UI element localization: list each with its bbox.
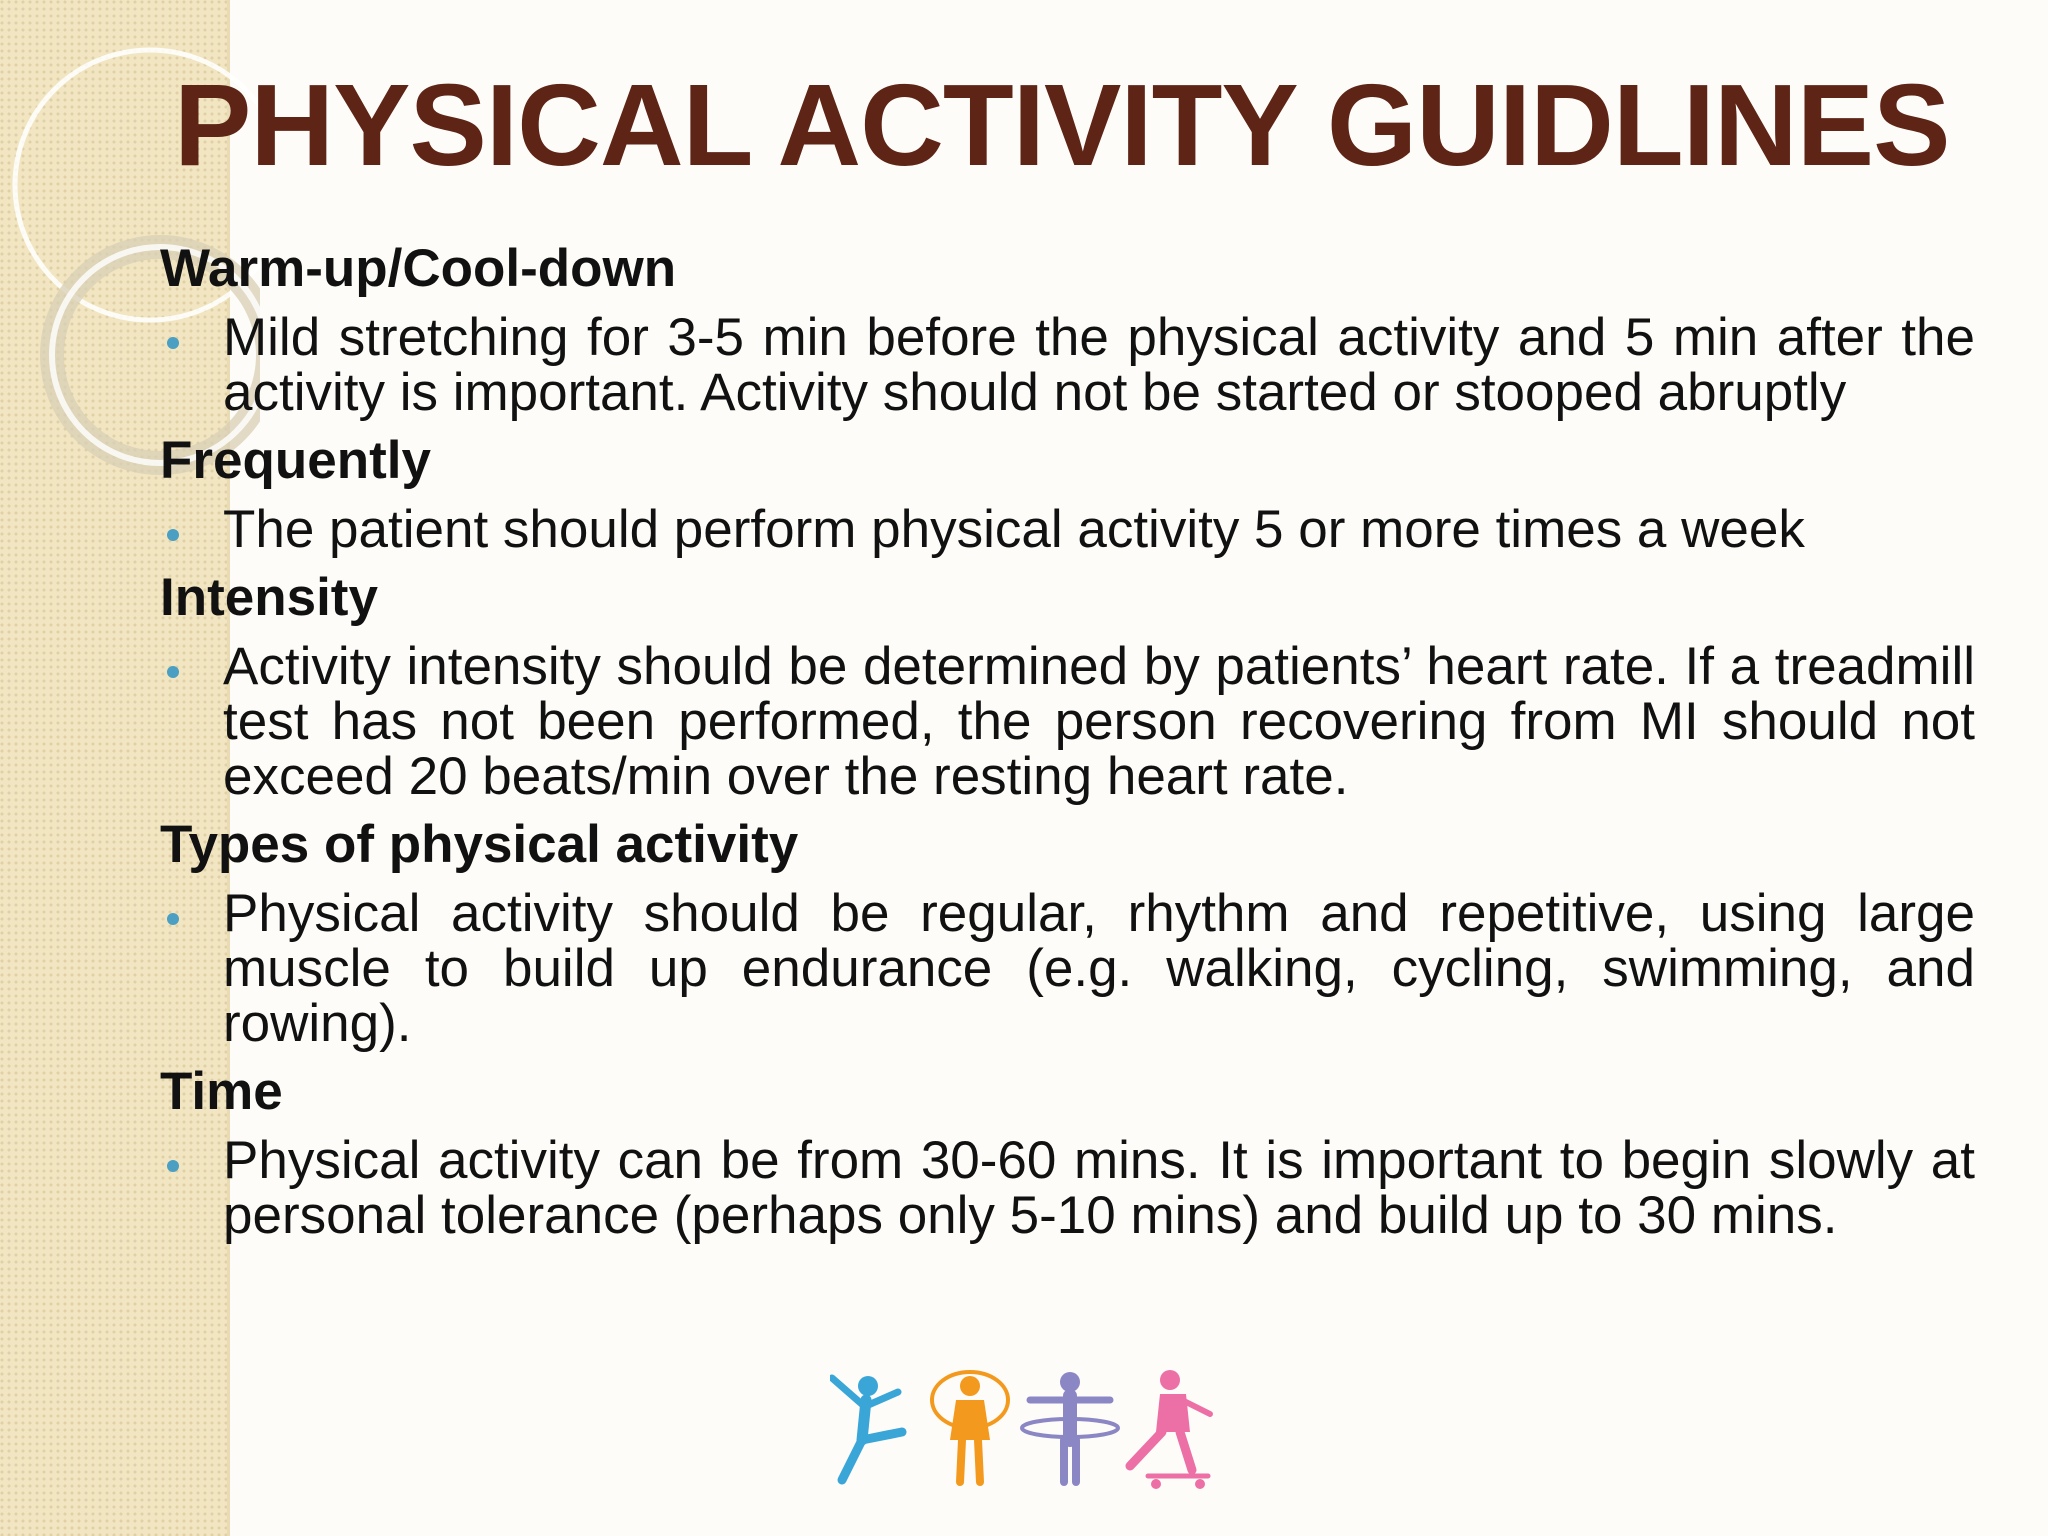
slide-title: PHYSICAL ACTIVITY GUIDLINES xyxy=(174,60,1950,190)
kicking-figure-icon xyxy=(832,1376,902,1480)
bullet-text: Physical activity can be from 30-60 mins. It is important to begin slowly at personal tolerance (perhaps only 5-10 mins) and build up to 30 mins. xyxy=(223,1131,1975,1245)
skateboard-figure-icon xyxy=(1130,1370,1210,1489)
section-frequency xyxy=(160,432,1975,557)
bullet-text: The patient should perform physical activity 5 or more times a week xyxy=(223,500,1805,559)
bullet-dot-icon xyxy=(167,666,179,678)
bullet-text: Activity intensity should be determined by patients’ heart rate. If a treadmill test has not been performed, the person recovering from MI should not exceed 20 beats/min over the resting heart rate. xyxy=(223,637,1975,806)
bullet-item xyxy=(160,502,1975,557)
hula-hoop-figure-icon xyxy=(1022,1372,1118,1482)
section-types xyxy=(160,816,1975,1051)
bullet-dot-icon xyxy=(167,1160,179,1172)
section-heading: Types of physical activity xyxy=(160,815,799,874)
bullet-dot-icon xyxy=(167,529,179,541)
section-heading: Time xyxy=(160,1062,283,1121)
exercise-figures-illustration xyxy=(830,1370,1220,1490)
bullet-item xyxy=(160,639,1975,804)
bullet-item xyxy=(160,310,1975,420)
jump-rope-figure-icon xyxy=(932,1372,1008,1482)
bullet-dot-icon xyxy=(167,913,179,925)
section-time xyxy=(160,1063,1975,1243)
bullet-item xyxy=(160,1133,1975,1243)
slide-content xyxy=(160,240,1975,1255)
bullet-text: Physical activity should be regular, rhythm and repetitive, using large muscle to build up endurance (e.g. walking, cycling, swimming, and rowing). xyxy=(223,884,1975,1053)
section-heading: Warm-up/Cool-down xyxy=(160,239,677,298)
section-heading: Frequently xyxy=(160,431,431,490)
bullet-text: Mild stretching for 3-5 min before the physical activity and 5 min after the activity is important. Activity should not be started or stooped abruptly xyxy=(223,308,1975,422)
section-intensity xyxy=(160,569,1975,804)
section-heading: Intensity xyxy=(160,568,378,627)
bullet-dot-icon xyxy=(167,337,179,349)
section-warm-up xyxy=(160,240,1975,420)
bullet-item xyxy=(160,886,1975,1051)
